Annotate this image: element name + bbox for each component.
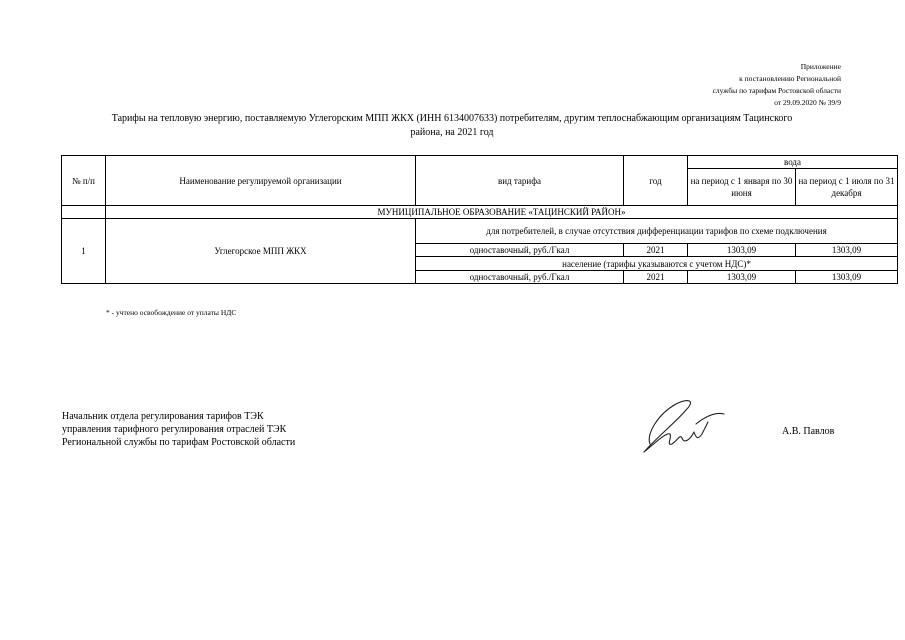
tariff-type-cell: одноставочный, руб./Гкал [416, 271, 624, 284]
approval-line-3: службы по тарифам Ростовской области [712, 86, 841, 95]
approval-line-4: от 29.09.2020 № 39/9 [774, 98, 841, 107]
header-num: № п/п [62, 156, 106, 206]
footnote: * - учтено освобождение от уплаты НДС [106, 308, 237, 317]
table-row [62, 206, 898, 219]
table-row [62, 219, 898, 244]
approval-note [713, 61, 841, 109]
signer-block [62, 410, 295, 449]
row-number: 1 [62, 219, 106, 284]
year-cell: 2021 [624, 271, 688, 284]
signature-icon [636, 394, 726, 456]
approval-line-1: Приложение [800, 62, 841, 71]
signer-line-1: Начальник отдела регулирования тарифов ТЭК [62, 411, 264, 422]
title-line-1: Тарифы на тепловую энергию, поставляемую Углегорским МПП ЖКХ (ИНН 6134007633) потребителям, другим теплоснабжающим организациям Тацинского [111, 113, 793, 124]
signer-line-2: управления тарифного регулирования отраслей ТЭК [62, 424, 287, 435]
municipality-cell: МУНИЦИПАЛЬНОЕ ОБРАЗОВАНИЕ «ТАЦИНСКИЙ РАЙОН» [106, 206, 898, 219]
group-1-label: для потребителей, в случае отсутствия дифференциации тарифов по схеме подключения [416, 219, 898, 244]
tariff-type-cell: одноставочный, руб./Гкал [416, 244, 624, 257]
year-cell: 2021 [624, 244, 688, 257]
header-period-1: на период с 1 января по 30 июня [688, 169, 796, 206]
tariff-table [61, 155, 898, 284]
table-header-row [62, 156, 898, 169]
org-name: Углегорское МПП ЖКХ [106, 219, 416, 284]
period-1-value: 1303,09 [688, 271, 796, 284]
approval-line-2: к постановлению Региональной [739, 74, 841, 83]
header-year: год [624, 156, 688, 206]
empty-cell [62, 206, 106, 219]
title-line-2: района, на 2021 год [410, 126, 494, 138]
header-tariff-type: вид тарифа [416, 156, 624, 206]
header-period-2: на период с 1 июля по 31 декабря [796, 169, 898, 206]
period-2-value: 1303,09 [796, 271, 898, 284]
signer-line-3: Региональной службы по тарифам Ростовской области [62, 437, 296, 448]
period-2-value: 1303,09 [796, 244, 898, 257]
header-org: Наименование регулируемой организации [106, 156, 416, 206]
document-title [62, 112, 842, 139]
period-1-value: 1303,09 [688, 244, 796, 257]
signer-name: А.В. Павлов [782, 426, 835, 437]
group-2-label: население (тарифы указываются с учетом НДС)* [416, 257, 898, 271]
header-group-water: вода [688, 156, 898, 169]
